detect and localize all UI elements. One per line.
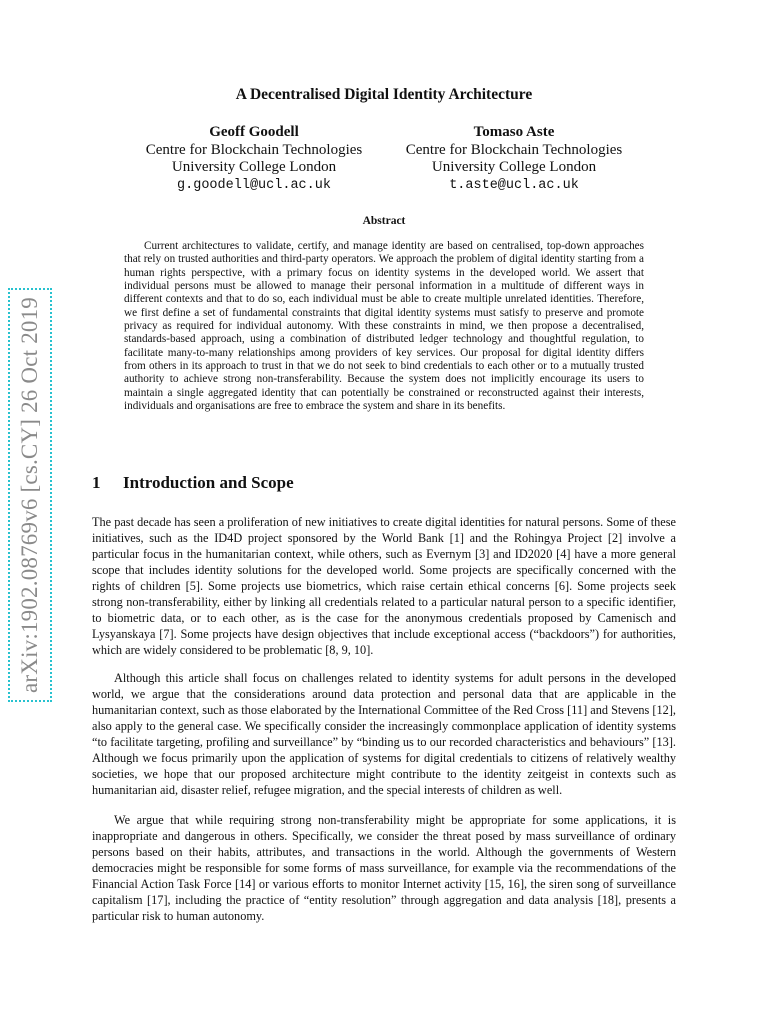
arxiv-identifier-text: arXiv:1902.08769v6 [cs.CY] 26 Oct 2019 <box>17 297 42 693</box>
author-affiliation: Centre for Blockchain Technologies <box>405 141 623 158</box>
author-institution: University College London <box>171 159 337 175</box>
abstract-heading: Abstract <box>362 215 406 227</box>
section-title: Introduction and Scope <box>123 473 294 492</box>
author-email: t.aste@ucl.ac.uk <box>449 177 579 193</box>
paper-title: A Decentralised Digital Identity Architecture <box>235 86 533 103</box>
body-paragraph: The past decade has seen a proliferation of new initiatives to create digital identities for natural persons. Some of these initiatives, such as the ID4D project sponsored by the World Bank [1] and the Rohingya Project [2] involve a particular focus in the humanitarian context, while others, such as Evernym [3] and ID2020 [4] have a more general scope that includes identity solutions for the developed world. Some projects are specifically concerned with the rights of children [5]. Some projects use biometrics, which raise certain ethical concerns [6]. Some projects seek strong non-transferability, either by linking all credentials related to a particular natural person to a specific identifier, to biometric data, or to each other, as is the case for the anonymous credentials proposed by Camenisch and Lysyanskaya [7]. Some projects have design objectives that include exceptional access (“backdoors”) for authorities, which are widely considered to be problematic [8, 9, 10]. <box>92 515 676 657</box>
section-heading <box>92 473 294 493</box>
author-block-aste <box>384 124 644 194</box>
author-email: g.goodell@ucl.ac.uk <box>177 177 331 193</box>
author-affiliation: Centre for Blockchain Technologies <box>145 141 363 158</box>
author-name: Tomaso Aste <box>473 124 555 140</box>
body-paragraph: Although this article shall focus on challenges related to identity systems for adult persons in the developed world, we argue that the considerations around data protection and personal data that are applicable in the humanitarian context, such as those elaborated by the International Committee of the Red Cross [11] and Stevens [12], also apply to the general case. We specifically consider the increasingly commonplace application of identity systems “to facilitate targeting, profiling and surveillance” by “binding us to our recorded characteristics and behaviours” [13]. Although we focus primarily upon the application of systems for digital credentials to citizens of relatively wealthy societies, we hope that our proposed architecture might contribute to the identity zeitgeist in contexts such as humanitarian aid, disaster relief, refugee migration, and the special interests of children as well. <box>92 671 676 797</box>
author-block-goodell <box>124 124 384 194</box>
section-number: 1 <box>92 473 101 492</box>
author-name: Geoff Goodell <box>209 124 299 140</box>
author-institution: University College London <box>431 159 597 175</box>
body-paragraph: We argue that while requiring strong non-transferability might be appropriate for some applications, it is inappropriate and dangerous in others. Specifically, we consider the threat posed by mass surveillance of ordinary persons based on their habits, attributes, and transactions in the world. Although the governments of Western democracies might be responsible for some forms of mass surveillance, for example via the recommendations of the Financial Action Task Force [14] or various efforts to monitor Internet activity [15, 16], the siren song of surveillance capitalism [17], including the practice of “entity resolution” through aggregation and data analysis [18], presents a particular risk to human autonomy. <box>92 813 676 923</box>
abstract-text: Current architectures to validate, certify, and manage identity are based on centralised, top-down approaches that rely on trusted authorities and third-party operators. We approach the problem of digital identity starting from a human rights perspective, with a primary focus on identity systems in the developed world. We assert that individual persons must be allowed to manage their personal information in a multitude of different ways in different contexts and that to do so, each individual must be able to create multiple unrelated identities. Therefore, we first define a set of fundamental constraints that digital identity systems must satisfy to preserve and promote privacy as required for individual autonomy. With these constraints in mind, we then propose a decentralised, standards-based approach, using a combination of distributed ledger technology and thoughtful regulation, to facilitate many-to-many relationships among providers of key services. Our proposal for digital identity differs from others in its approach to trust in that we do not seek to bind credentials to each other or to a mutually trusted authority to achieve strong non-transferability. Because the system does not implicitly encourage its users to maintain a single aggregated identity that can potentially be constrained or reconstructed against their interests, individuals and organisations are free to embrace the system and share in its benefits. <box>124 240 644 413</box>
arxiv-identifier-stamp <box>8 288 52 702</box>
